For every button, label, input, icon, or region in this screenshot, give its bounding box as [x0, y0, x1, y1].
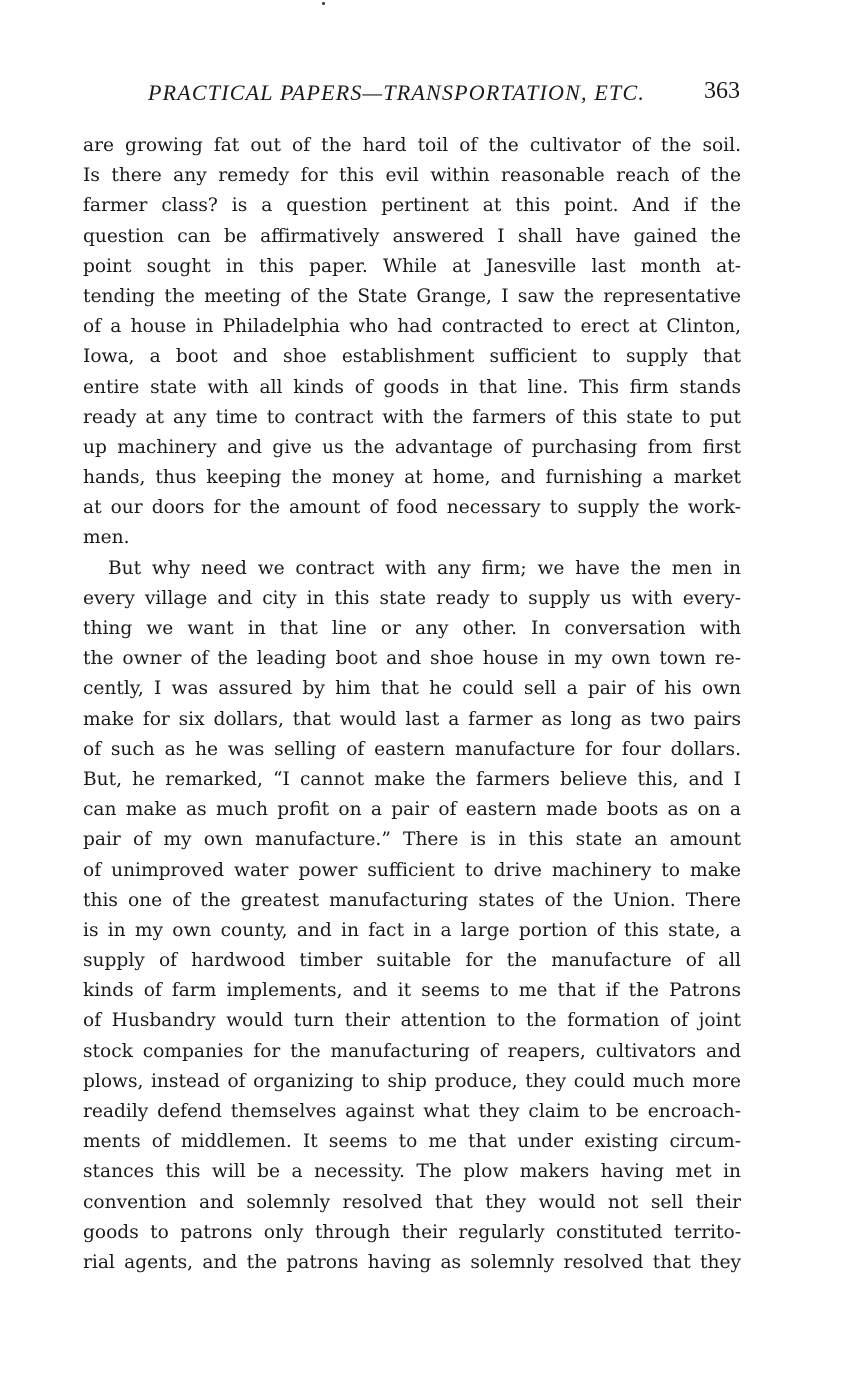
- text-line: But why need we contract with any firm; we have the men in: [108, 557, 741, 579]
- text-line: the owner of the leading boot and shoe house in my own town re-: [83, 648, 741, 670]
- text-line: is in my own county, and in fact in a large portion of this state, a: [83, 919, 741, 941]
- running-head: [148, 78, 740, 110]
- text-line: point sought in this paper. While at Janesville last month at-: [83, 255, 741, 277]
- text-line: farmer class? is a question pertinent at this point. And if the: [83, 195, 741, 217]
- text-line: every village and city in this state ready to supply us with every-: [83, 587, 741, 609]
- running-title: PRACTICAL PAPERS—TRANSPORTATION, ETC.: [148, 80, 646, 105]
- text-line: ready at any time to contract with the farmers of this state to put: [83, 406, 741, 428]
- text-line: goods to patrons only through their regularly constituted territo-: [83, 1221, 741, 1243]
- text-line: plows, instead of organizing to ship produce, they could much more: [83, 1070, 741, 1092]
- text-line: men.: [83, 527, 130, 549]
- body-text: [83, 131, 741, 1278]
- text-line: kinds of farm implements, and it seems to me that if the Patrons: [83, 980, 741, 1002]
- text-line: this one of the greatest manufacturing states of the Union. There: [83, 889, 741, 911]
- text-line: supply of hardwood timber suitable for the manufacture of all: [83, 950, 741, 972]
- text-line: cently, I was assured by him that he could sell a pair of his own: [83, 678, 741, 700]
- text-line: rial agents, and the patrons having as solemnly resolved that they: [83, 1251, 741, 1273]
- text-line: stances this will be a necessity. The plow makers having met in: [83, 1161, 741, 1183]
- text-line: tending the meeting of the State Grange, I saw the representative: [83, 285, 741, 307]
- text-line: make for six dollars, that would last a farmer as long as two pairs: [83, 708, 741, 730]
- text-line: Is there any remedy for this evil within reasonable reach of the: [83, 165, 741, 187]
- text-line: can make as much profit on a pair of eastern made boots as on a: [83, 799, 741, 821]
- text-line: entire state with all kinds of goods in that line. This firm stands: [83, 376, 741, 398]
- print-blemish: [322, 2, 325, 5]
- text-line: thing we want in that line or any other. In conversation with: [83, 618, 741, 639]
- text-line: at our doors for the amount of food necessary to supply the work-: [83, 497, 741, 519]
- text-line: of such as he was selling of eastern manufacture for four dollars.: [83, 738, 741, 760]
- text-line: of Husbandry would turn their attention to the formation of joint: [83, 1010, 741, 1032]
- page-number: 363: [704, 78, 740, 104]
- text-line: are growing fat out of the hard toil of the cultivator of the soil.: [83, 135, 741, 156]
- paragraph-1: [83, 131, 741, 554]
- text-line: convention and solemnly resolved that they would not sell their: [83, 1191, 741, 1213]
- text-line: But, he remarked, “I cannot make the farmers believe this, and I: [83, 768, 741, 790]
- text-line: stock companies for the manufacturing of reapers, cultivators and: [83, 1040, 741, 1062]
- text-line: of unimproved water power sufficient to drive machinery to make: [83, 859, 741, 881]
- text-line: pair of my own manufacture.” There is in this state an amount: [83, 829, 741, 851]
- text-line: Iowa, a boot and shoe establishment sufficient to supply that: [83, 346, 741, 368]
- text-line: readily defend themselves against what they claim to be encroach-: [83, 1101, 741, 1122]
- paragraph-2: [83, 554, 741, 1279]
- text-line: ments of middlemen. It seems to me that under existing circum-: [83, 1131, 741, 1153]
- text-line: up machinery and give us the advantage of purchasing from first: [83, 436, 741, 458]
- text-line: question can be affirmatively answered I shall have gained the: [83, 225, 741, 247]
- text-line: hands, thus keeping the money at home, and furnishing a market: [83, 467, 741, 489]
- text-line: of a house in Philadelphia who had contracted to erect at Clinton,: [83, 316, 741, 338]
